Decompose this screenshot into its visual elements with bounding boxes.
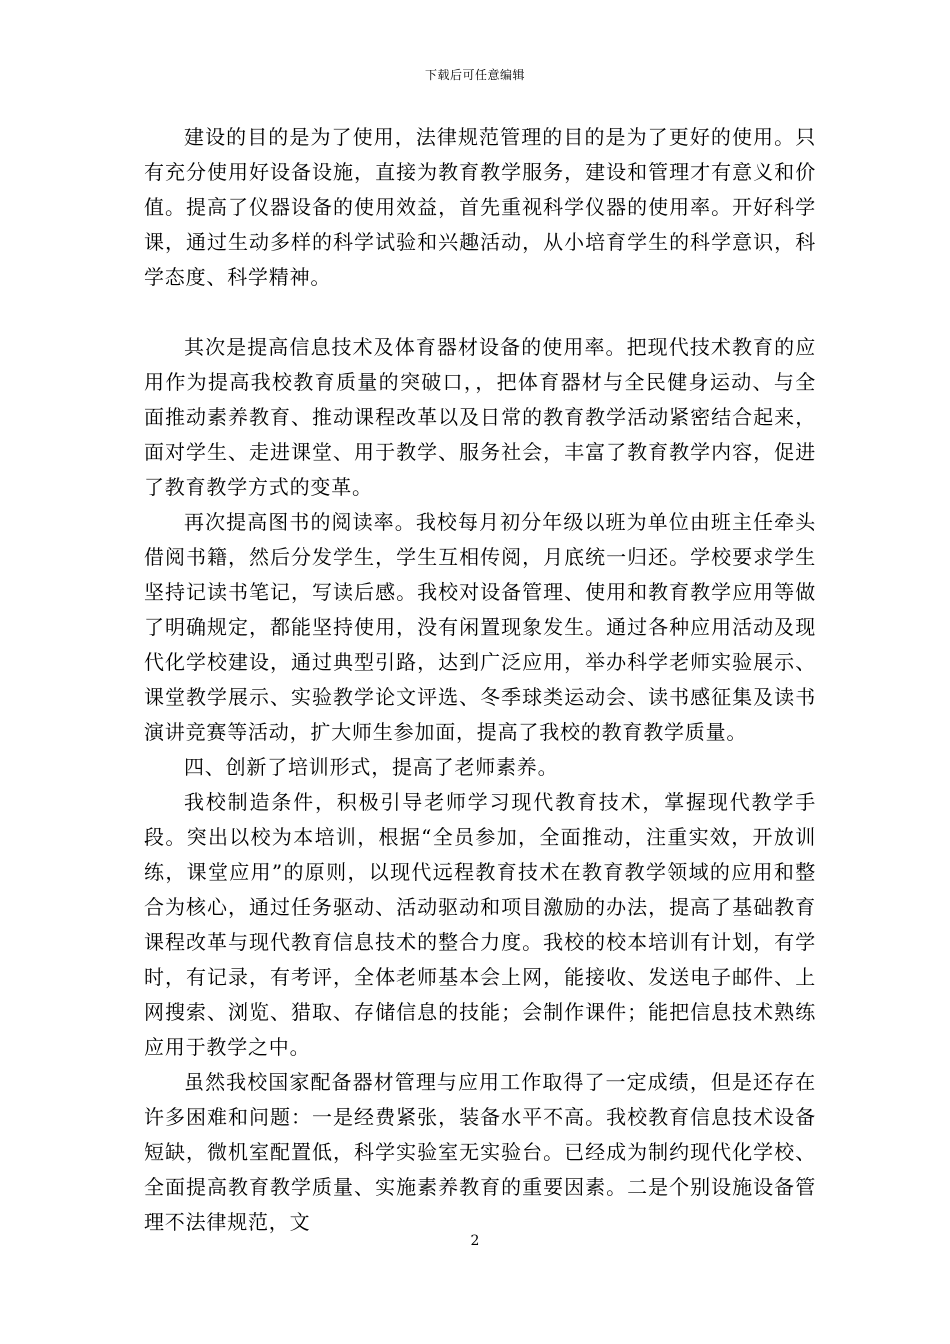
paragraph-it-sports-usage: 其次是提高信息技术及体育器材设备的使用率。把现代技术教育的应用作为提高我校教育质量的突破口，，把体育器材与全民健身运动、与全面推动素养教育、推动课程改革以及日常的教育教学活动紧密结合起来，面对学生、走进课堂、用于教学、服务社会，丰富了教育教学内容，促进了教育教学方式的变革。 (144, 335, 816, 499)
document-body (144, 120, 816, 1240)
page-header: 下载后可任意编辑 (424, 68, 525, 82)
paragraph-teacher-training: 我校制造条件，积极引导老师学习现代教育技术，掌握现代教学手段。突出以校为本培训，根据“全员参加，全面推动，注重实效，开放训练，课堂应用”的原则，以现代远程教育技术在教育教学领域的应用和整合为核心，通过任务驱动、活动驱动和项目激励的办法，提高了基础教育课程改革与现代教育信息技术的整合力度。我校的校本培训有计划，有学时，有记录，有考评，全体老师基本会上网，能接收、发送电子邮件、上网搜索、浏览、猎取、存储信息的技能；会制作课件；能把信息技术熟练应用于教学之中。 (144, 790, 816, 1059)
paragraph-problems: 虽然我校国家配备器材管理与应用工作取得了一定成绩，但是还存在许多困难和问题：一是经费紧张，装备水平不高。我校教育信息技术设备短缺，微机室配置低，科学实验室无实验台。已经成为制约现代化学校、全面提高教育教学质量、实施素养教育的重要因素。二是个别设施设备管理不法律规范，文 (144, 1070, 816, 1234)
page-number: 2 (470, 1233, 480, 1249)
section-heading-training: 四、创新了培训形式，提高了老师素养。 (184, 755, 559, 779)
paragraph-library-reading: 再次提高图书的阅读率。我校每月初分年级以班为单位由班主任牵头借阅书籍，然后分发学生，学生互相传阅，月底统一归还。学校要求学生坚持记读书笔记，写读后感。我校对设备管理、使用和教育教学应用等做了明确规定，都能坚持使用，没有闲置现象发生。通过各种应用活动及现代化学校建设，通过典型引路，达到广泛应用，举办科学老师实验展示、课堂教学展示、实验教学论文评选、冬季球类运动会、读书感征集及读书演讲竞赛等活动，扩大师生参加面，提高了我校的教育教学质量。 (144, 510, 816, 744)
paragraph-equipment-usage: 建设的目的是为了使用，法律规范管理的目的是为了更好的使用。只有充分使用好设备设施，直接为教育教学服务，建设和管理才有意义和价值。提高了仪器设备的使用效益，首先重视科学仪器的使用率。开好科学课，通过生动多样的科学试验和兴趣活动，从小培育学生的科学意识，科学态度、科学精神。 (144, 125, 816, 289)
